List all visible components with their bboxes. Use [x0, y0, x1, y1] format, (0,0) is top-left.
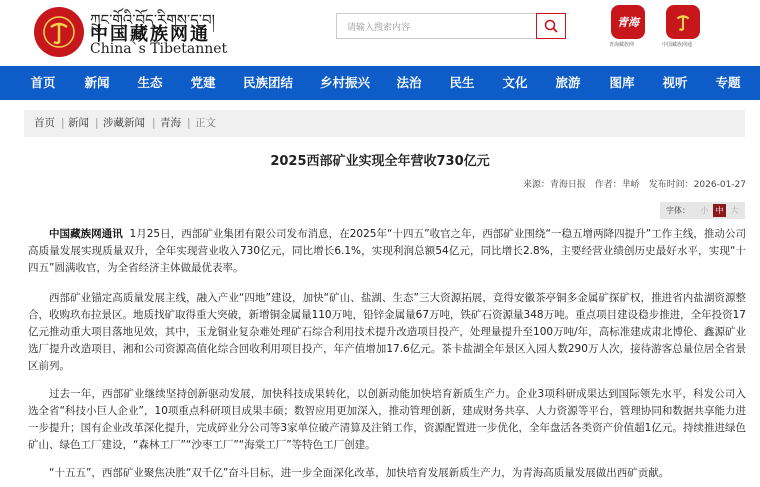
article-meta [523, 177, 746, 190]
article-paragraph: “十五五”，西部矿业聚焦决胜“双千亿”奋斗目标，进一步全面深化改革，加快培育发展新质生产力，为青海高质量发展做出西矿贡献。 [49, 467, 670, 479]
nav-item-culture[interactable]: 文化 [502, 75, 528, 90]
breadcrumb-current: 正文 [195, 117, 216, 129]
app-logo-icon [671, 10, 695, 34]
tibetannet-app-label: 中国藏族网通 [662, 42, 693, 48]
logo-tibetan-text: ཀྲུང་གོའི་བོད་རིགས་དྲ་བ། [90, 11, 215, 29]
breadcrumb-qinghai[interactable]: 青海 [160, 117, 181, 129]
qinghai-app-label: 青海藏族网 [609, 42, 635, 48]
breadcrumb-tibet-news[interactable]: 涉藏新闻 [103, 117, 145, 129]
font-size-large[interactable]: 大 [730, 206, 739, 215]
nav-item-unity[interactable]: 民族团结 [242, 75, 294, 90]
nav-item-law[interactable]: 法治 [396, 75, 422, 90]
breadcrumb-separator: | [152, 117, 156, 129]
article-author: 芈峤 [621, 180, 640, 190]
site-logo[interactable] [34, 7, 84, 57]
article-paragraph: 中国藏族网通讯 1月25日，西部矿业集团有限公司发布消息，在2025年“十四五”收官之年，西部矿业围绕“一稳五增两降四提升”工作主线，推动公司高质量发展实现质量双升，全年实现营业收入730亿元，同比增长6.1%，实现利润总额54亿元，同比增长2.8%，主要经营业绩创历史最好水平，实现“十四五”圆满收官，为全省经济主体做最优表率。 [28, 228, 746, 274]
font-size-switcher [660, 202, 745, 219]
date-label: 发布时间： [648, 180, 694, 190]
qinghai-app-icon[interactable]: 青海 [611, 5, 645, 39]
breadcrumb-separator: | [187, 117, 191, 129]
article-paragraph: 西部矿业锚定高质量发展主线，融入产业“四地”建设，加快“矿山、盐湖、生态”三大资源拓展，竞得安徽茶亭铜多金属矿探矿权，推进省内盐湖资源整合，收购玖布拉景区。地质找矿取得重大突破，新增铜金属量110万吨，铅锌金属量67万吨，铁矿石资源量348万吨。重点项目建设稳步推进，全年投资17亿元推动重大项目落地见效，其中，玉龙铜业复杂难处理矿石综合利用技术提升改造项目投产，处理量提升至100万吨/年，高标准建成肃北博伦、鑫源矿业选厂提升改造项目，湘和公司资源高值化综合回收利用项目投产，年产值增加17.6亿元。茶卡盐湖全年景区入园人数290万人次，接待游客总量位居全省景区前列。 [28, 292, 746, 372]
article-paragraph: 过去一年，西部矿业继续坚持创新驱动发展，加快科技成果转化，以创新动能加快培育新质生产力。企业3项科研成果达到国际领先水平，科发公司入选全省“科技小巨人企业”，10项重点科研项目成果丰硕；数智应用更加深入，推动管理创新，建成财务共享、人力资源等平台，管理协同和数据共享能力进一步提升；国有企业改革深化提升，完成碎业分公司等3家单位破产清算及注销工作，资源配置进一步优化，全年盘活各类资产价值超1亿元。持续推进绿色矿山、绿色工厂建设，“森林工厂”“沙枣工厂”“海棠工厂”等特色工厂创建。 [28, 388, 746, 451]
author-label: 作者： [594, 180, 622, 190]
nav-item-party[interactable]: 党建 [190, 75, 216, 90]
source-label: 来源： [522, 180, 550, 190]
nav-item-gallery[interactable]: 图库 [609, 75, 635, 90]
nav-item-tourism[interactable]: 旅游 [555, 75, 581, 90]
nav-item-topics[interactable]: 专题 [715, 75, 741, 90]
breadcrumb [24, 110, 745, 137]
breadcrumb-news[interactable]: 新闻 [68, 117, 89, 129]
search-input[interactable]: 请输入搜索内容 [336, 13, 536, 39]
font-size-medium[interactable]: 中 [713, 204, 726, 217]
tibetannet-app-icon[interactable] [666, 5, 700, 39]
nav-item-rural[interactable]: 乡村振兴 [319, 75, 371, 90]
nav-item-livelihood[interactable]: 民生 [449, 75, 475, 90]
article-title: 2025西部矿业实现全年营收730亿元 [270, 154, 490, 169]
font-size-small[interactable]: 小 [700, 206, 709, 215]
logo-chinese-text: 中国藏族网通 [90, 24, 210, 45]
nav-item-news[interactable]: 新闻 [84, 75, 110, 90]
article-source: 青海日报 [549, 180, 586, 190]
breadcrumb-separator: | [61, 117, 65, 129]
logo-english-text: China`s Tibetannet [90, 41, 228, 57]
nav-item-ecology[interactable]: 生态 [137, 75, 163, 90]
site-header [0, 0, 760, 66]
breadcrumb-home[interactable]: 首页 [34, 117, 55, 129]
logo-mark-icon [42, 15, 76, 49]
article-date: 2026-01-27 [693, 180, 746, 190]
font-size-label: 字体： [666, 206, 690, 215]
breadcrumb-separator: | [95, 117, 99, 129]
nav-item-home[interactable]: 首页 [30, 75, 56, 90]
article-lead: 中国藏族网通讯 [49, 228, 123, 240]
main-nav [0, 66, 760, 100]
nav-item-video[interactable]: 视听 [662, 75, 688, 90]
search-icon [544, 19, 558, 33]
search-button[interactable] [536, 13, 566, 39]
